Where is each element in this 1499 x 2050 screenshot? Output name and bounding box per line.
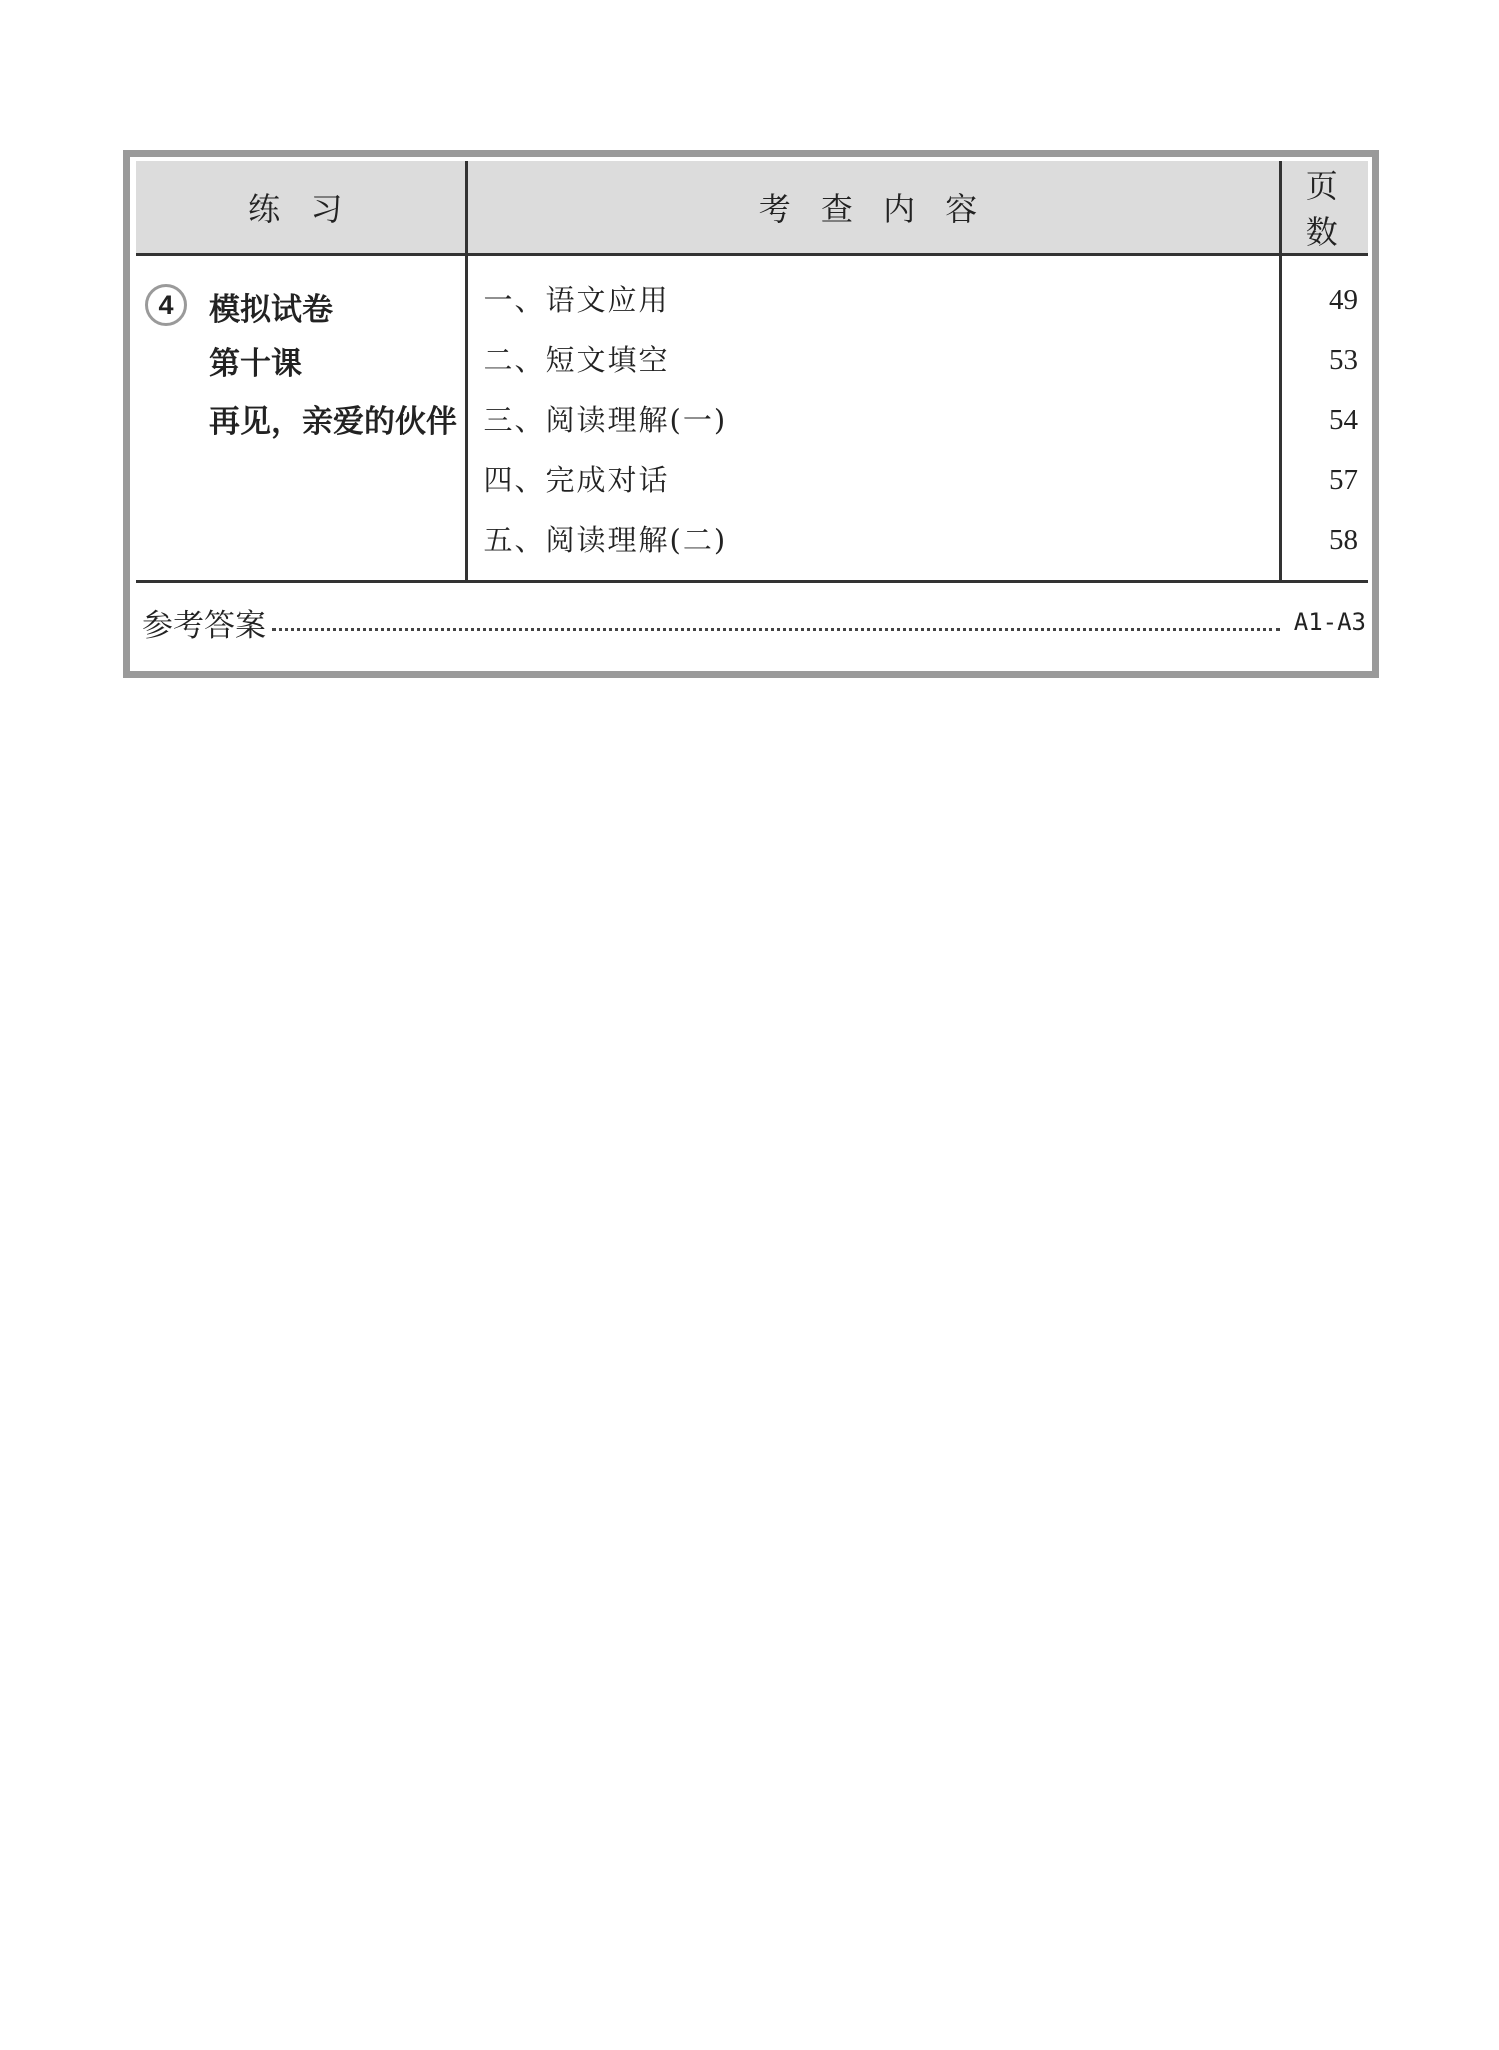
topic-item[interactable]: 一、语文应用 [483,283,670,317]
page-number: 58 [1329,524,1358,556]
answers-label: 参考答案 [142,607,266,644]
page-number: 54 [1329,404,1358,436]
header-exercise: 练 习 [136,161,466,255]
answers-row[interactable] [142,597,1366,647]
dot-leader [272,628,1280,631]
table-of-contents [123,150,1379,678]
toc-header-row [136,161,1368,255]
topic-item[interactable]: 三、阅读理解(一) [483,403,728,437]
topic-item[interactable]: 二、短文填空 [483,343,670,377]
page-number: 57 [1329,464,1358,496]
pages-cell [1280,255,1368,582]
content-cell [466,255,1280,582]
header-pages: 页 数 [1280,161,1368,255]
header-content: 考 查 内 容 [466,161,1280,255]
page-number-list [1282,256,1369,580]
unit-number-badge: 4 [145,284,187,326]
page-number: 53 [1329,344,1358,376]
lesson-number: 第十课 [209,346,302,382]
toc-table [136,161,1368,583]
lesson-title: 再见，亲爱的伙伴 [209,404,457,440]
answers-pages: A1-A3 [1293,608,1366,636]
exercise-cell [136,255,466,582]
unit-title: 模拟试卷 [209,292,333,328]
toc-unit-row [136,255,1368,582]
topic-list [468,256,1279,580]
topic-item[interactable]: 五、阅读理解(二) [483,523,728,557]
topic-item[interactable]: 四、完成对话 [483,463,670,497]
page-number: 49 [1329,284,1358,316]
